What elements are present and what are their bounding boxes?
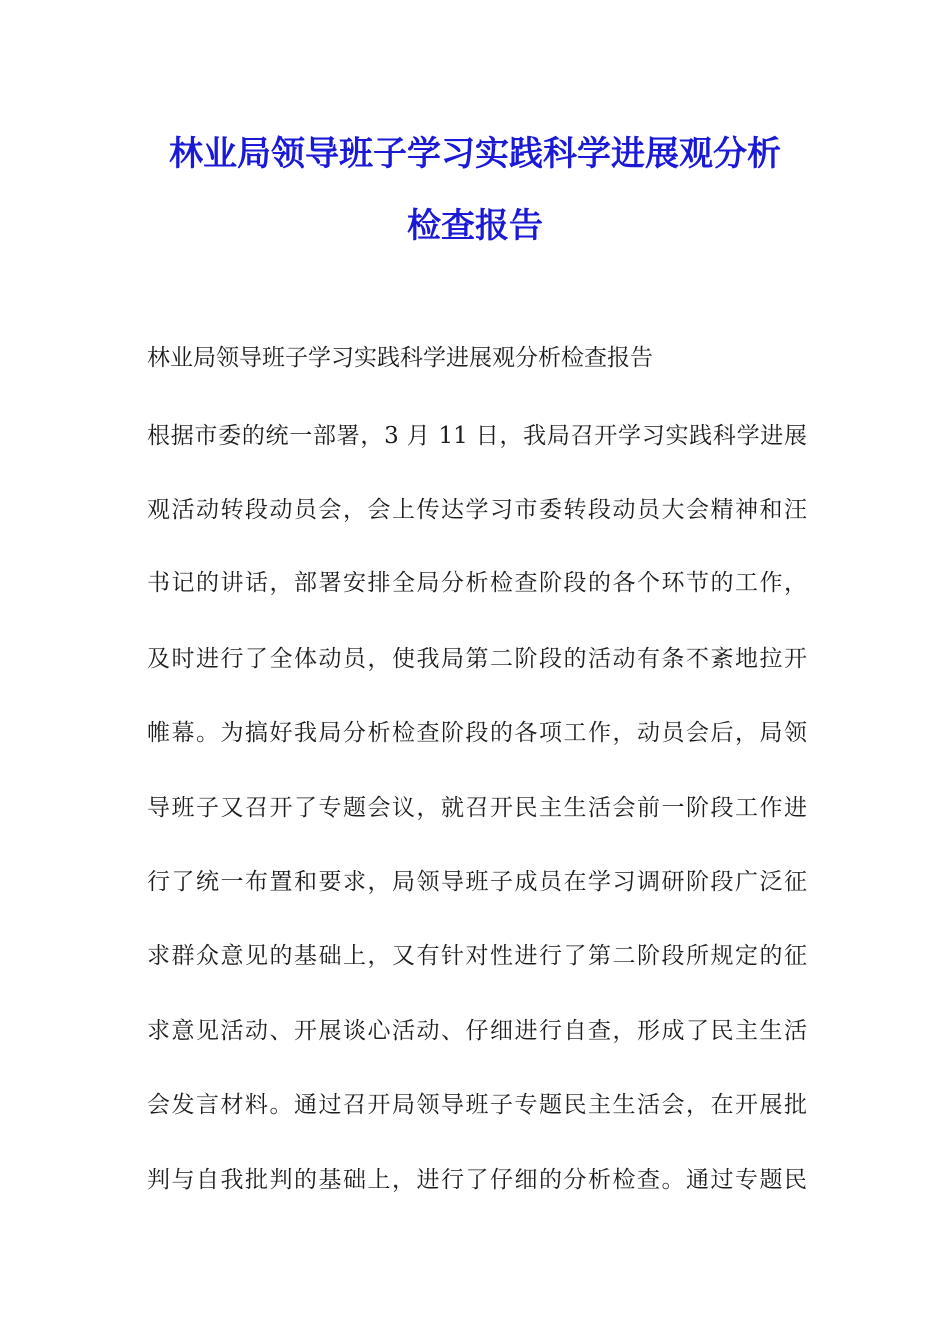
- body-line: 会发言材料。通过召开局领导班子专题民主生活会，在开展批: [147, 1092, 807, 1118]
- body-line: 求群众意见的基础上，又有针对性进行了第二阶段所规定的征: [147, 943, 807, 969]
- body-line: 行了统一布置和要求，局领导班子成员在学习调研阶段广泛征: [147, 869, 807, 895]
- body-line: 观活动转段动员会，会上传达学习市委转段动员大会精神和汪: [147, 497, 807, 523]
- document-subtitle: 林业局领导班子学习实践科学进展观分析检查报告: [147, 345, 653, 371]
- body-line: 导班子又召开了专题会议，就召开民主生活会前一阶段工作进: [147, 795, 807, 821]
- body-line: 判与自我批判的基础上，进行了仔细的分析检查。通过专题民: [147, 1167, 807, 1193]
- document-title-line-1: 林业局领导班子学习实践科学进展观分析: [169, 134, 781, 174]
- body-line: 求意见活动、开展谈心活动、仔细进行自查，形成了民主生活: [147, 1018, 807, 1044]
- body-line: 帷幕。为搞好我局分析检查阶段的各项工作，动员会后，局领: [147, 720, 807, 746]
- body-line: 书记的讲话，部署安排全局分析检查阶段的各个环节的工作，: [147, 570, 807, 596]
- body-line: 根据市委的统一部署，3 月 11 日，我局召开学习实践科学进展: [147, 423, 807, 449]
- body-line: 及时进行了全体动员，使我局第二阶段的活动有条不紊地拉开: [147, 646, 807, 672]
- document-title-line-2: 检查报告: [407, 206, 543, 246]
